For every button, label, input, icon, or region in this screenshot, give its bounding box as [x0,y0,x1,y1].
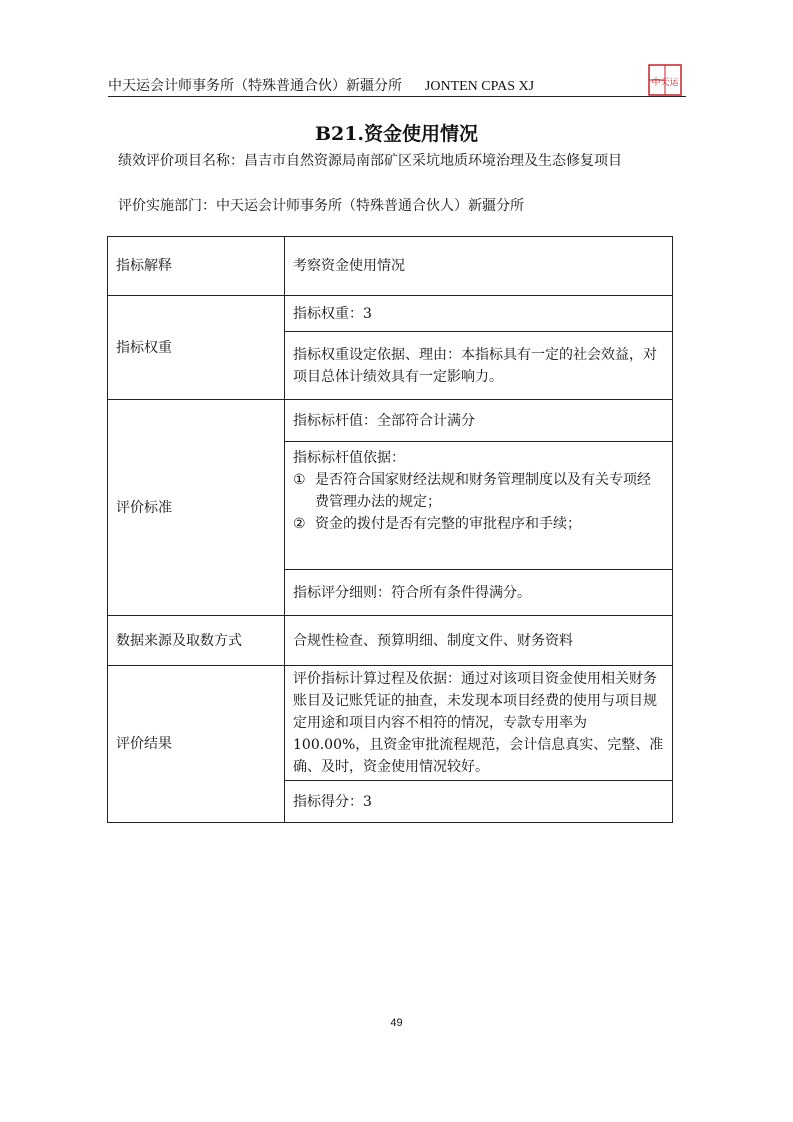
value-explain: 考察资金使用情况 [285,237,673,296]
page-title: B21.资金使用情况 [314,123,479,145]
page-number: 49 [390,1017,403,1029]
value-benchmark-basis [285,442,673,570]
value-scoring-detail: 指标评分细则：符合所有条件得满分。 [285,570,673,616]
value-weight-basis: 指标权重设定依据、理由：本指标具有一定的社会效益，对项目总体计绩效具有一定影响力。 [285,332,673,400]
value-source: 合规性检查、预算明细、制度文件、财务资料 [285,616,673,666]
table-row-standard [108,400,673,442]
list-item [293,469,664,513]
table-row-result [108,666,673,781]
page-header [108,76,686,98]
table-row-source [108,616,673,666]
value-result-process: 评价指标计算过程及依据：通过对该项目资金使用相关财务账目及记账凭证的抽查，未发现本项目经费的使用与项目规定用途和项目内容不相符的情况，专款专用率为 100.00%，且资金审批流程规范，会计信息真实、完整、准确、及时，资金使用情况较好。 [285,666,673,781]
label-explain: 指标解释 [108,237,285,296]
firm-name: 中天运会计师事务所（特殊普通合伙）新疆分所 [108,78,402,94]
list-item-number: ① [293,472,306,488]
value-weight: 指标权重：3 [285,296,673,332]
value-score: 指标得分：3 [285,781,673,823]
project-label: 绩效评价项目名称： [118,153,244,169]
label-result: 评价结果 [108,666,285,823]
label-standard: 评价标准 [108,400,285,616]
dept-name: 中天运会计师事务所（特殊普通合伙人）新疆分所 [216,198,524,214]
label-source: 数据来源及取数方式 [108,616,285,666]
table-row-explain [108,237,673,296]
evaluation-table [107,236,673,823]
dept-label: 评价实施部门： [118,198,216,214]
label-weight: 指标权重 [108,296,285,400]
firm-name-en: JONTEN CPAS XJ [424,79,535,94]
table-row-weight [108,296,673,332]
firm-logo [648,64,682,96]
list-item [293,513,664,535]
benchmark-basis-title: 指标标杆值依据： [293,450,405,466]
logo-text: 中天运 [651,78,679,88]
list-item-number: ② [293,516,306,532]
value-benchmark: 指标标杆值：全部符合计满分 [285,400,673,442]
list-item-text: 是否符合国家财经法规和财务管理制度以及有关专项经费管理办法的规定； [315,472,651,510]
list-item-text: 资金的拨付是否有完整的审批程序和手续； [315,516,581,532]
dept-line [118,196,688,217]
project-line [118,151,688,172]
header-rule [108,96,686,97]
project-name: 昌吉市自然资源局南部矿区采坑地质环境治理及生态修复项目 [244,153,622,169]
